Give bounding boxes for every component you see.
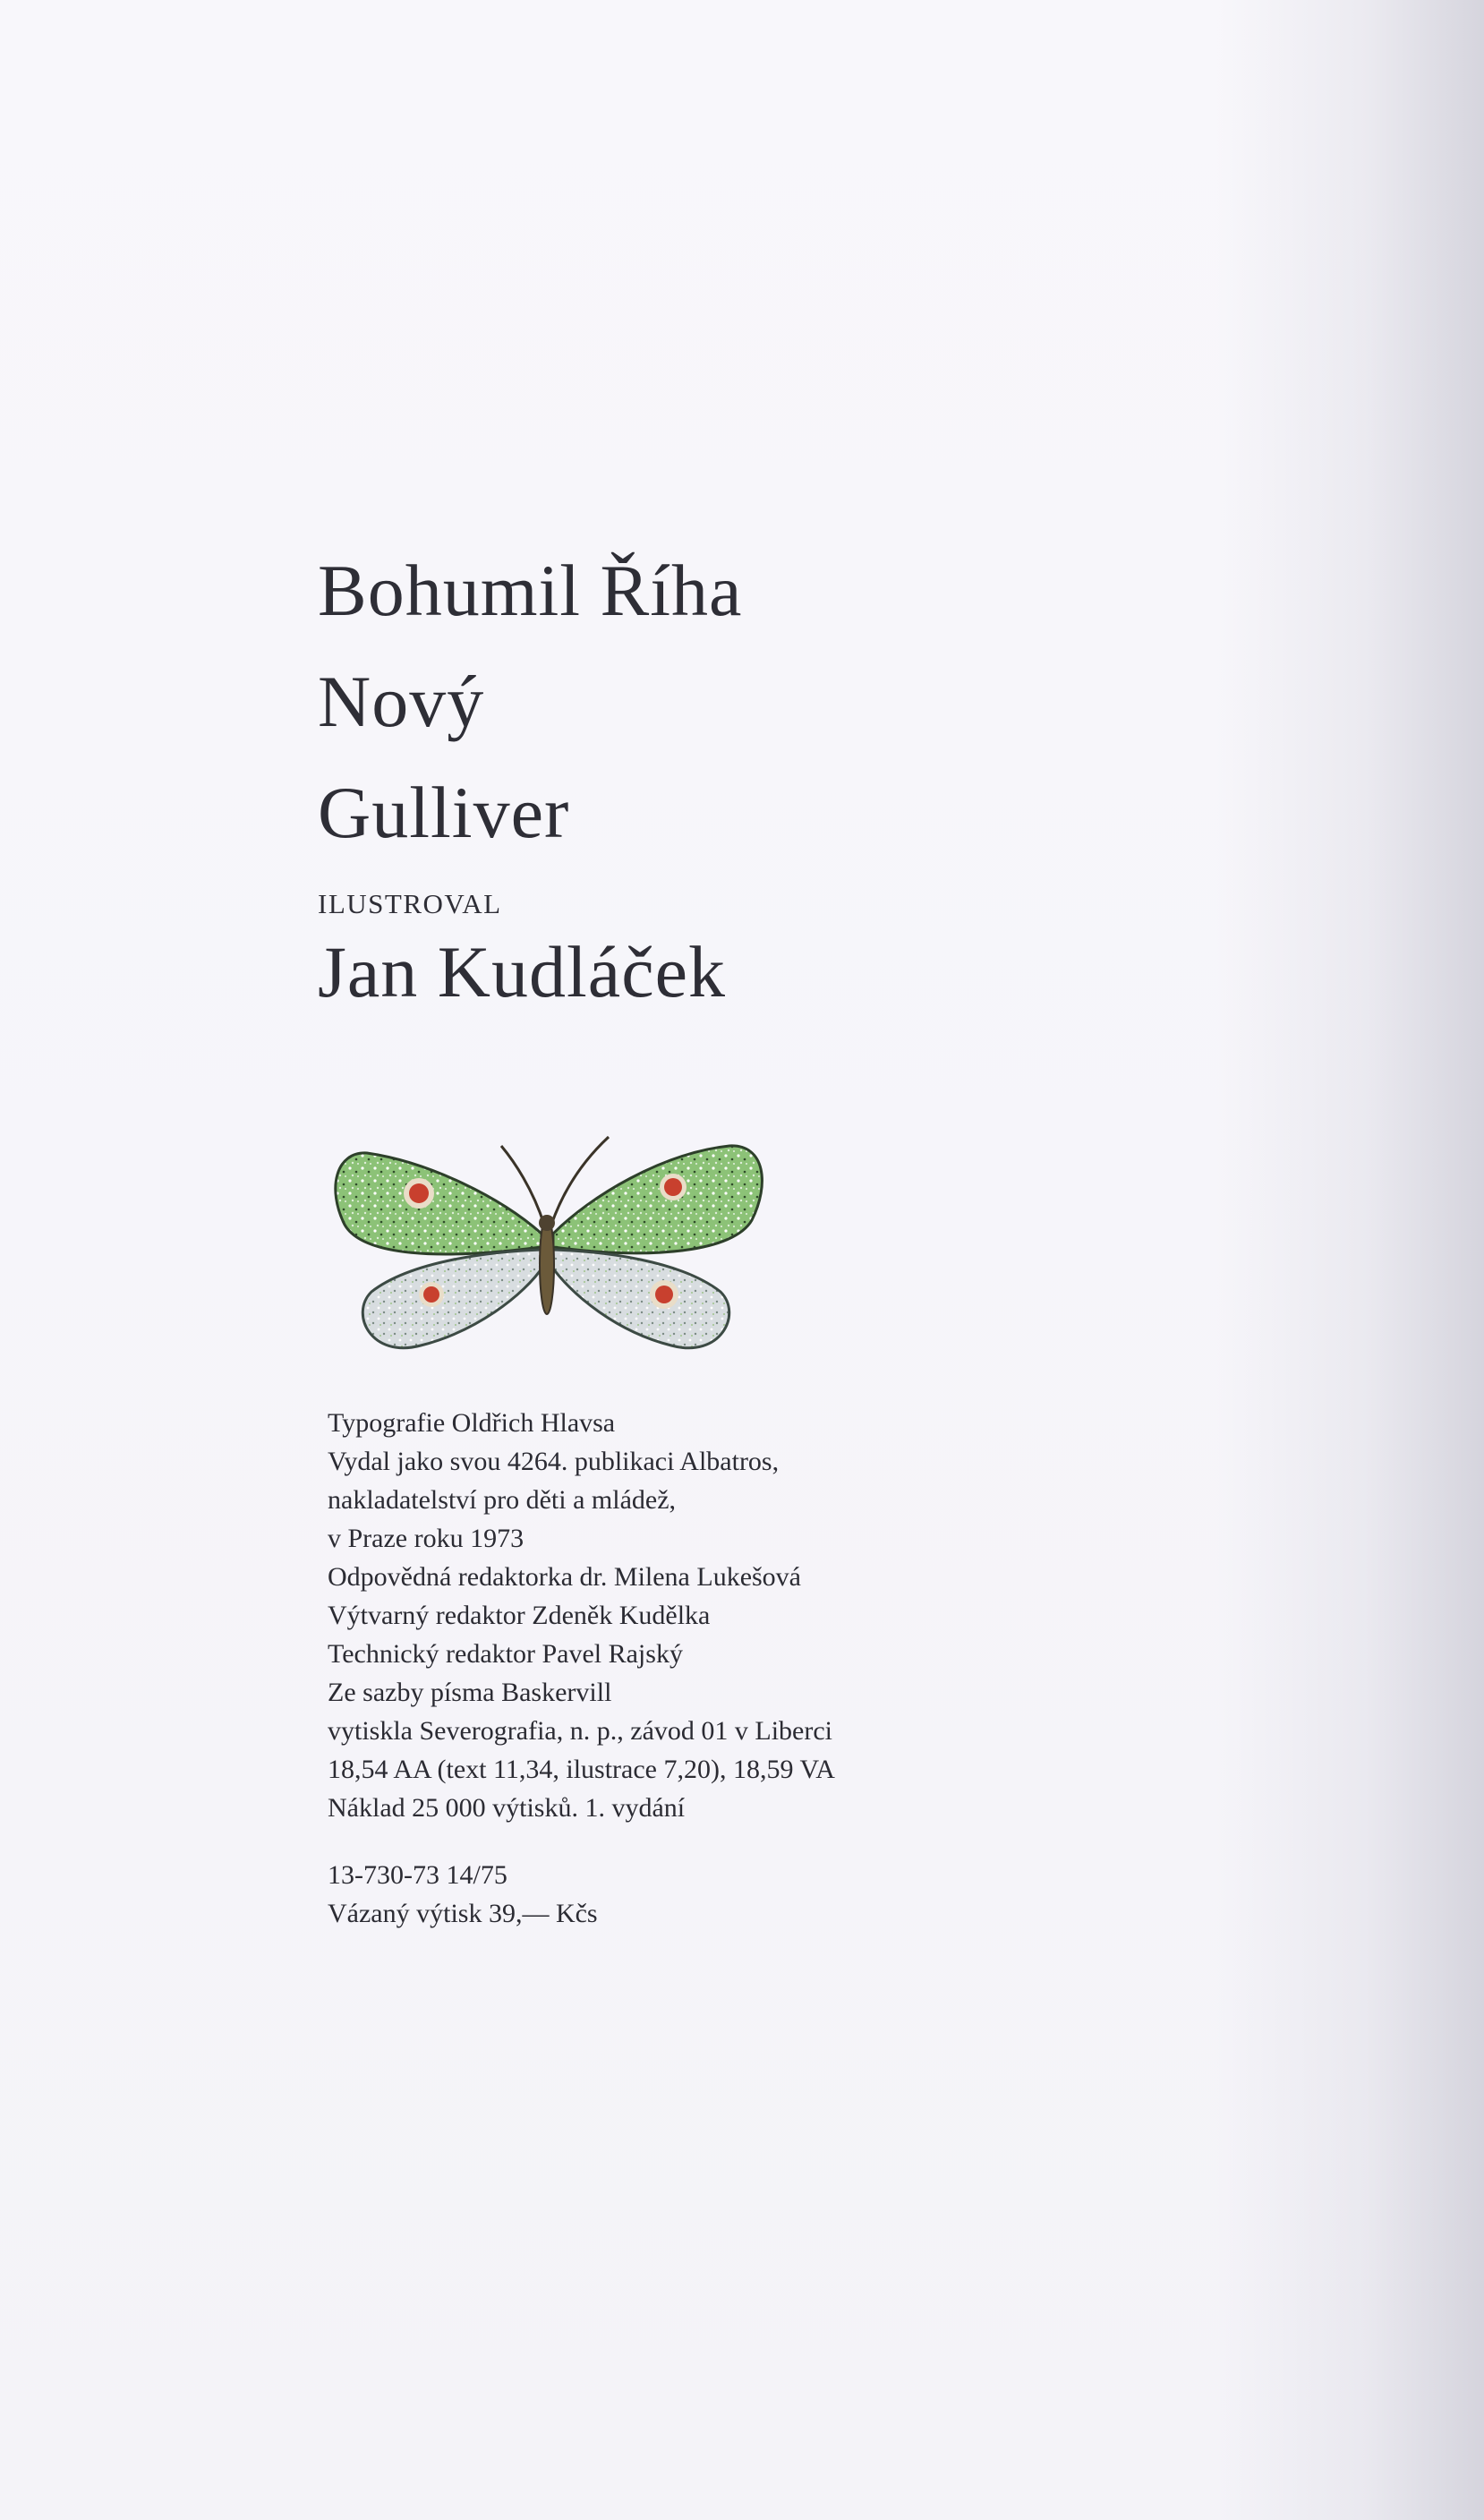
colophon-line: Technický redaktor Pavel Rajský — [328, 1639, 683, 1669]
left-lower-wing — [362, 1250, 544, 1348]
right-lower-wing — [550, 1250, 729, 1348]
colophon-line: Ze sazby písma Baskervill — [328, 1678, 612, 1707]
price: Vázaný výtisk 39,— Kčs — [328, 1899, 598, 1928]
left-upper-wing — [336, 1153, 542, 1254]
colophon-line: nakladatelství pro děti a mládež, — [328, 1485, 677, 1515]
title-block — [318, 535, 1123, 1017]
colophon-line: vytiskla Severografia, n. p., závod 01 v Liberci — [328, 1716, 832, 1746]
butterfly-head — [539, 1215, 555, 1231]
right-upper-spot — [664, 1178, 682, 1196]
book-title-line-1: Nový — [318, 661, 485, 742]
colophon-line: Výtvarný redaktor Zdeněk Kudělka — [328, 1601, 711, 1630]
book-title-line-2: Gulliver — [318, 772, 570, 853]
illustrated-by-label: ILUSTROVAL — [318, 888, 502, 919]
catalog-number: 13-730-73 14/75 — [328, 1860, 507, 1890]
colophon-line: Náklad 25 000 výtisků. 1. vydání — [328, 1793, 686, 1823]
colophon-line: Odpovědná redaktorka dr. Milena Lukešová — [328, 1562, 801, 1592]
colophon-line: v Praze roku 1973 — [328, 1524, 525, 1553]
colophon-line: 18,54 AA (text 11,34, ilustrace 7,20), 18,59 VA — [328, 1755, 835, 1784]
left-upper-spot — [409, 1183, 429, 1203]
colophon-line: Typografie Oldřich Hlavsa — [328, 1408, 616, 1438]
butterfly-icon — [322, 1090, 770, 1359]
author-name: Bohumil Říha — [318, 550, 743, 631]
colophon — [328, 1404, 1133, 1933]
colophon-line: Vydal jako svou 4264. publikaci Albatros, — [328, 1447, 780, 1476]
illustrator-name: Jan Kudláček — [318, 931, 726, 1012]
right-lower-spot — [655, 1286, 673, 1303]
left-lower-spot — [423, 1286, 439, 1303]
